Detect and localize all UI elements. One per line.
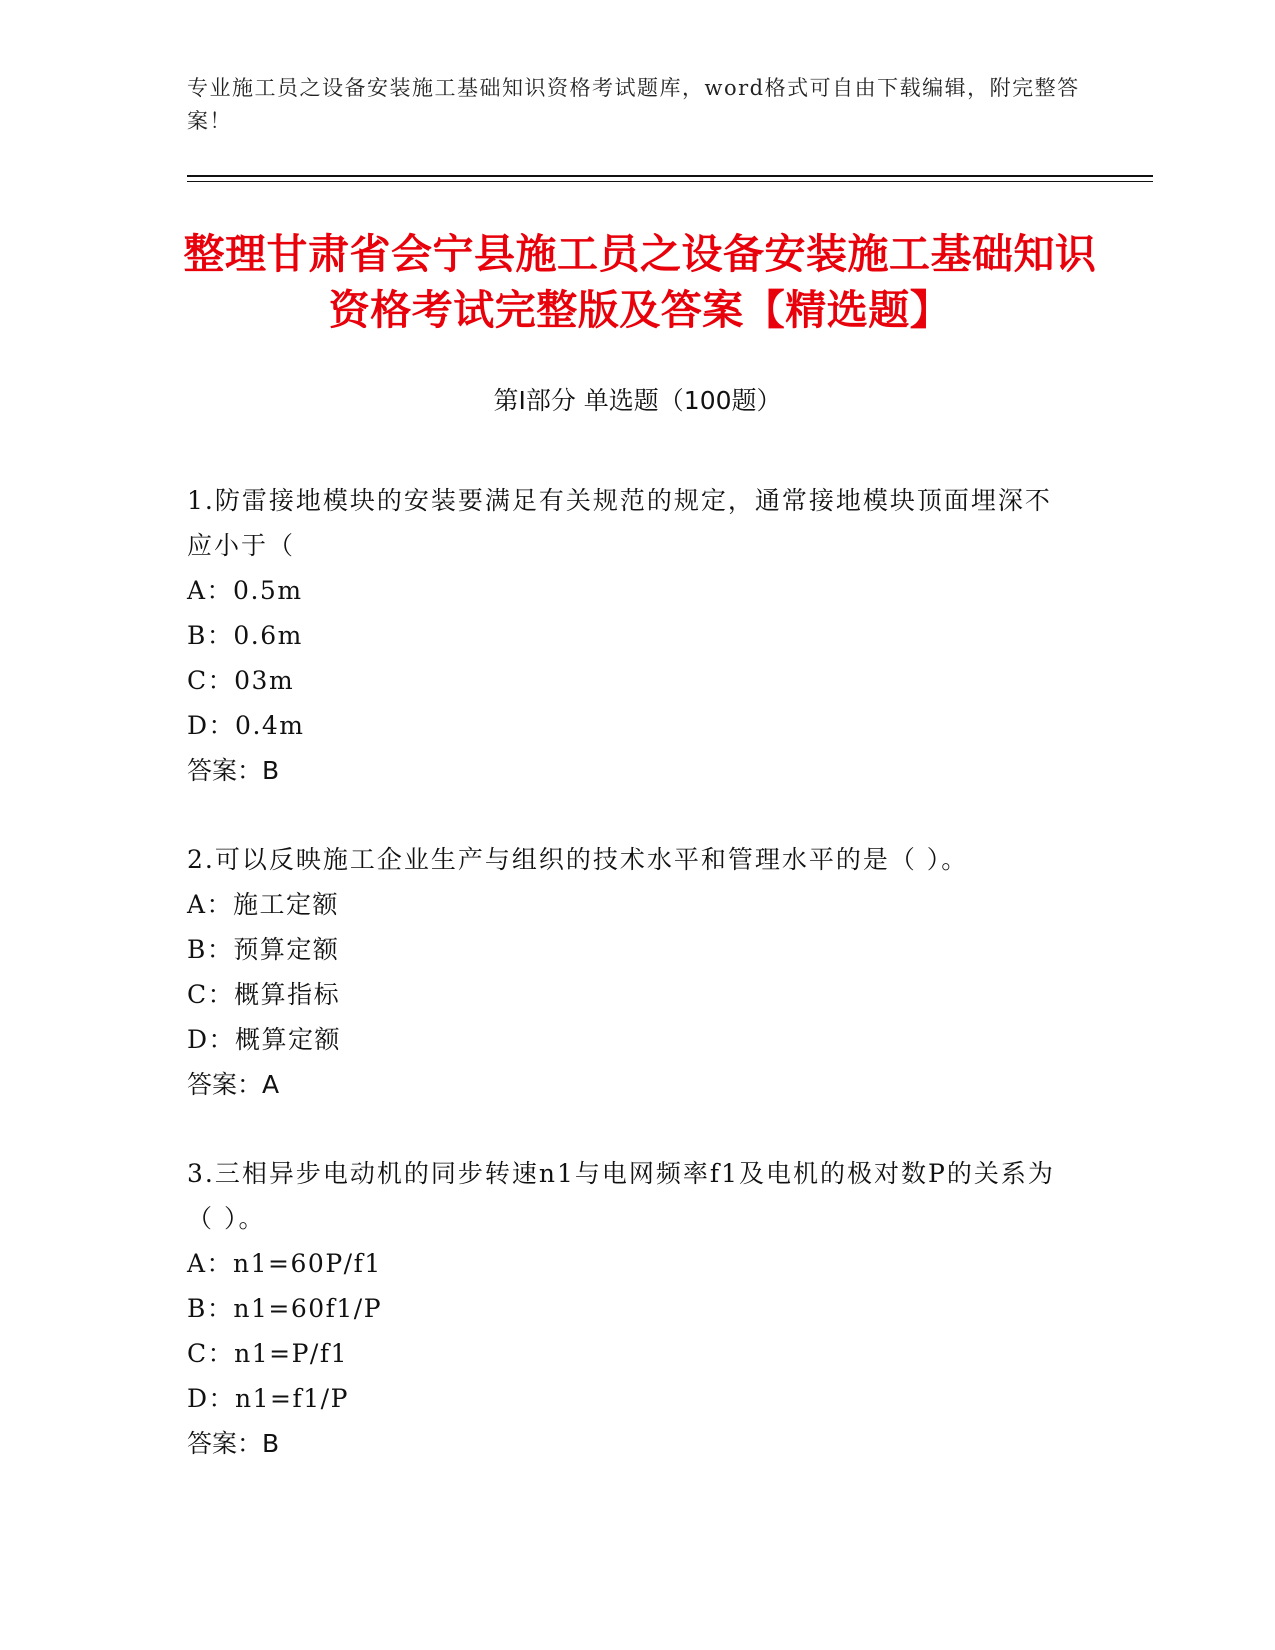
answer-label: 答案：B [187, 1429, 280, 1458]
answer-label: 答案：A [187, 1070, 280, 1099]
question-3 [187, 1151, 1067, 1466]
option-c: C：n1=P/f1 [187, 1339, 348, 1368]
question-spacer [187, 1107, 1067, 1151]
header-note: 专业施工员之设备安装施工基础知识资格考试题库，word格式可自由下载编辑，附完整答案！ [187, 76, 1080, 133]
question-2 [187, 837, 1067, 1107]
option-d: D：n1=f1/P [187, 1384, 349, 1413]
section-heading: 第Ⅰ部分 单选题（100题） [493, 386, 782, 415]
option-b: B：n1=60f1/P [187, 1294, 383, 1323]
option-c: C：03m [187, 666, 295, 695]
document-title: 整理甘肃省会宁县施工员之设备安装施工基础知识资格考试完整版及答案【精选题】 [183, 230, 1097, 334]
answer-label: 答案：B [187, 756, 280, 785]
question-spacer [187, 793, 1067, 837]
option-a: A：施工定额 [187, 890, 340, 919]
option-d: D：概算定额 [187, 1025, 342, 1054]
header-divider-thin [187, 181, 1153, 182]
question-stem: 3.三相异步电动机的同步转速n1与电网频率f1及电机的极对数P的关系为（ ）。 [187, 1159, 1055, 1233]
option-a: A：n1=60P/f1 [187, 1249, 382, 1278]
question-stem: 1.防雷接地模块的安装要满足有关规范的规定，通常接地模块顶面埋深不应小于（ [187, 486, 1052, 560]
option-b: B：预算定额 [187, 935, 340, 964]
option-d: D：0.4m [187, 711, 305, 740]
question-1 [187, 478, 1067, 793]
header-divider-thick [187, 175, 1153, 177]
option-b: B：0.6m [187, 621, 303, 650]
question-stem: 2.可以反映施工企业生产与组织的技术水平和管理水平的是（ ）。 [187, 845, 969, 874]
option-a: A：0.5m [187, 576, 303, 605]
question-list [187, 478, 1067, 1466]
option-c: C：概算指标 [187, 980, 341, 1009]
